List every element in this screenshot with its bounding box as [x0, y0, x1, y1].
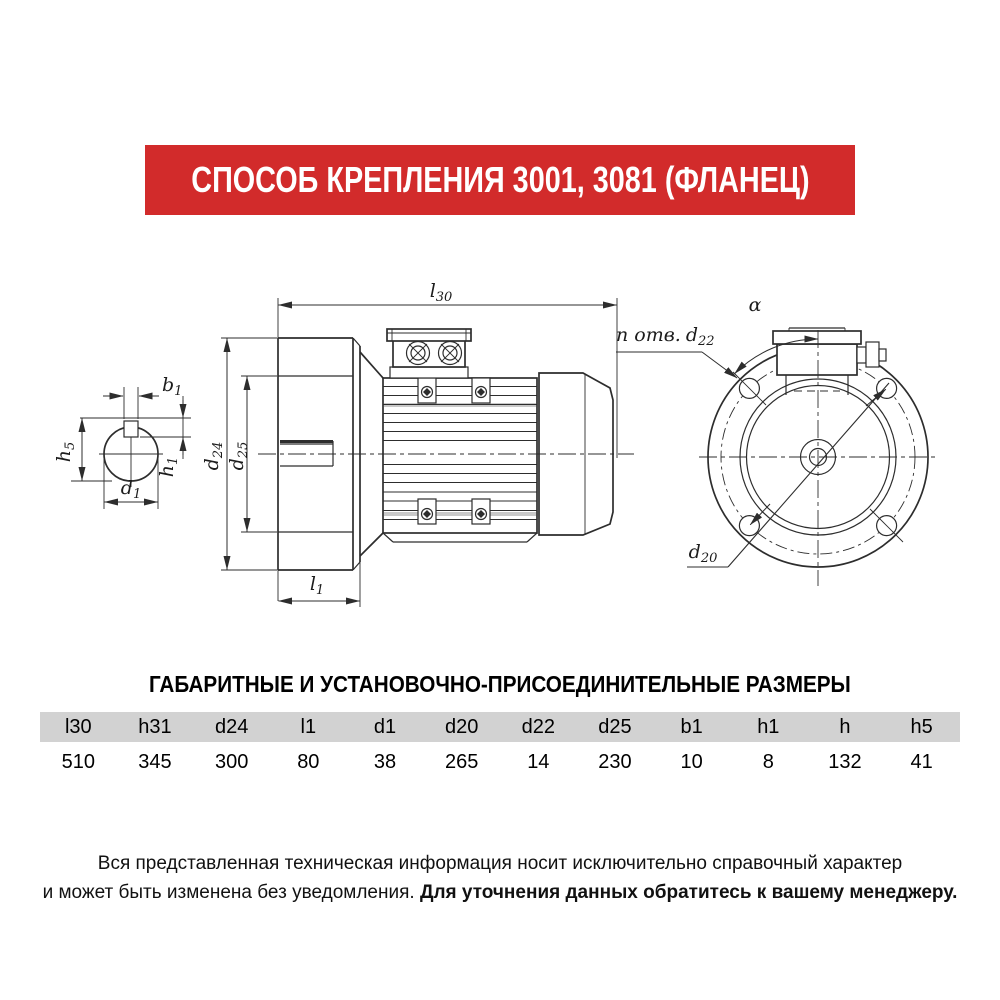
motor-side-view — [201, 280, 634, 607]
table-header-cell: h — [839, 716, 851, 738]
table-value-cell: 345 — [138, 751, 172, 773]
table-value-cell: 8 — [762, 751, 774, 773]
table-header-cell: d20 — [444, 716, 479, 738]
terminal-box-side — [387, 329, 471, 378]
terminal-box-front — [773, 328, 886, 395]
disclaimer-line1: Вся представленная техническая информация носит исключительно справочный характер — [97, 853, 903, 874]
table-header-cell: h1 — [757, 716, 780, 738]
table-header-cell: d25 — [598, 716, 632, 738]
flange-front-view — [616, 294, 938, 586]
table-value-cell: 510 — [61, 751, 96, 773]
dim-label-h1: $h_1$ — [156, 456, 181, 478]
table-value-cell: 132 — [828, 751, 862, 773]
shaft-section-view — [53, 374, 191, 509]
table-values-row — [40, 742, 960, 774]
table-header-cell: h31 — [138, 716, 172, 738]
banner-title: СПОСОБ КРЕПЛЕНИЯ 3001, 3081 (ФЛАНЕЦ) — [190, 159, 810, 200]
table-header-cell: l30 — [64, 716, 92, 738]
table-header-cell: d24 — [214, 716, 249, 738]
table-header-row — [40, 712, 960, 742]
dim-label-alpha: α — [748, 294, 762, 316]
dim-label-d25: $d_{25}$ — [226, 441, 251, 471]
table-value-cell: 10 — [680, 751, 703, 773]
table-header-cell: l1 — [300, 716, 317, 738]
dim-label-l1: $l_1$ — [309, 573, 325, 598]
disclaimer-line2: и может быть изменена без уведомления. Для уточнения данных обратитесь к вашему менеджеру. — [42, 882, 958, 903]
cable-gland-right — [439, 342, 462, 365]
table-value-cell: 80 — [297, 751, 320, 773]
section-title-text: ГАБАРИТНЫЕ И УСТАНОВОЧНО-ПРИСОЕДИНИТЕЛЬНЫЕ РАЗМЕРЫ — [149, 671, 851, 697]
disclaimer — [0, 849, 1000, 907]
table-value-cell: 41 — [910, 751, 933, 773]
dim-label-b1: $b_1$ — [162, 374, 183, 399]
section-title — [0, 671, 1000, 698]
table-header-cell: b1 — [680, 716, 703, 738]
table-value-cell: 14 — [527, 751, 550, 773]
dim-label-h5: $h_5$ — [53, 441, 78, 463]
table-header-cell: d1 — [373, 716, 397, 738]
table-value-cell: 265 — [444, 751, 479, 773]
table-value-cell: 230 — [598, 751, 632, 773]
dim-label-l30: $l_{30}$ — [429, 280, 453, 305]
motor-body — [383, 378, 537, 533]
table-value-cell: 38 — [373, 751, 397, 773]
dim-label-d20: $d_{20}$ — [688, 541, 718, 566]
dim-label-d24: $d_{24}$ — [201, 441, 226, 471]
cable-gland-front — [857, 342, 886, 367]
table-value-cell: 300 — [214, 751, 249, 773]
dimensions-table — [40, 712, 960, 774]
dim-label-d1: $d_1$ — [120, 477, 142, 502]
dim-label-holes-d22: n отв. $d_{22}$ — [616, 324, 715, 349]
table-header-cell: d22 — [521, 716, 555, 738]
table-header-cell: h5 — [910, 716, 933, 738]
cable-gland-left — [407, 342, 430, 365]
